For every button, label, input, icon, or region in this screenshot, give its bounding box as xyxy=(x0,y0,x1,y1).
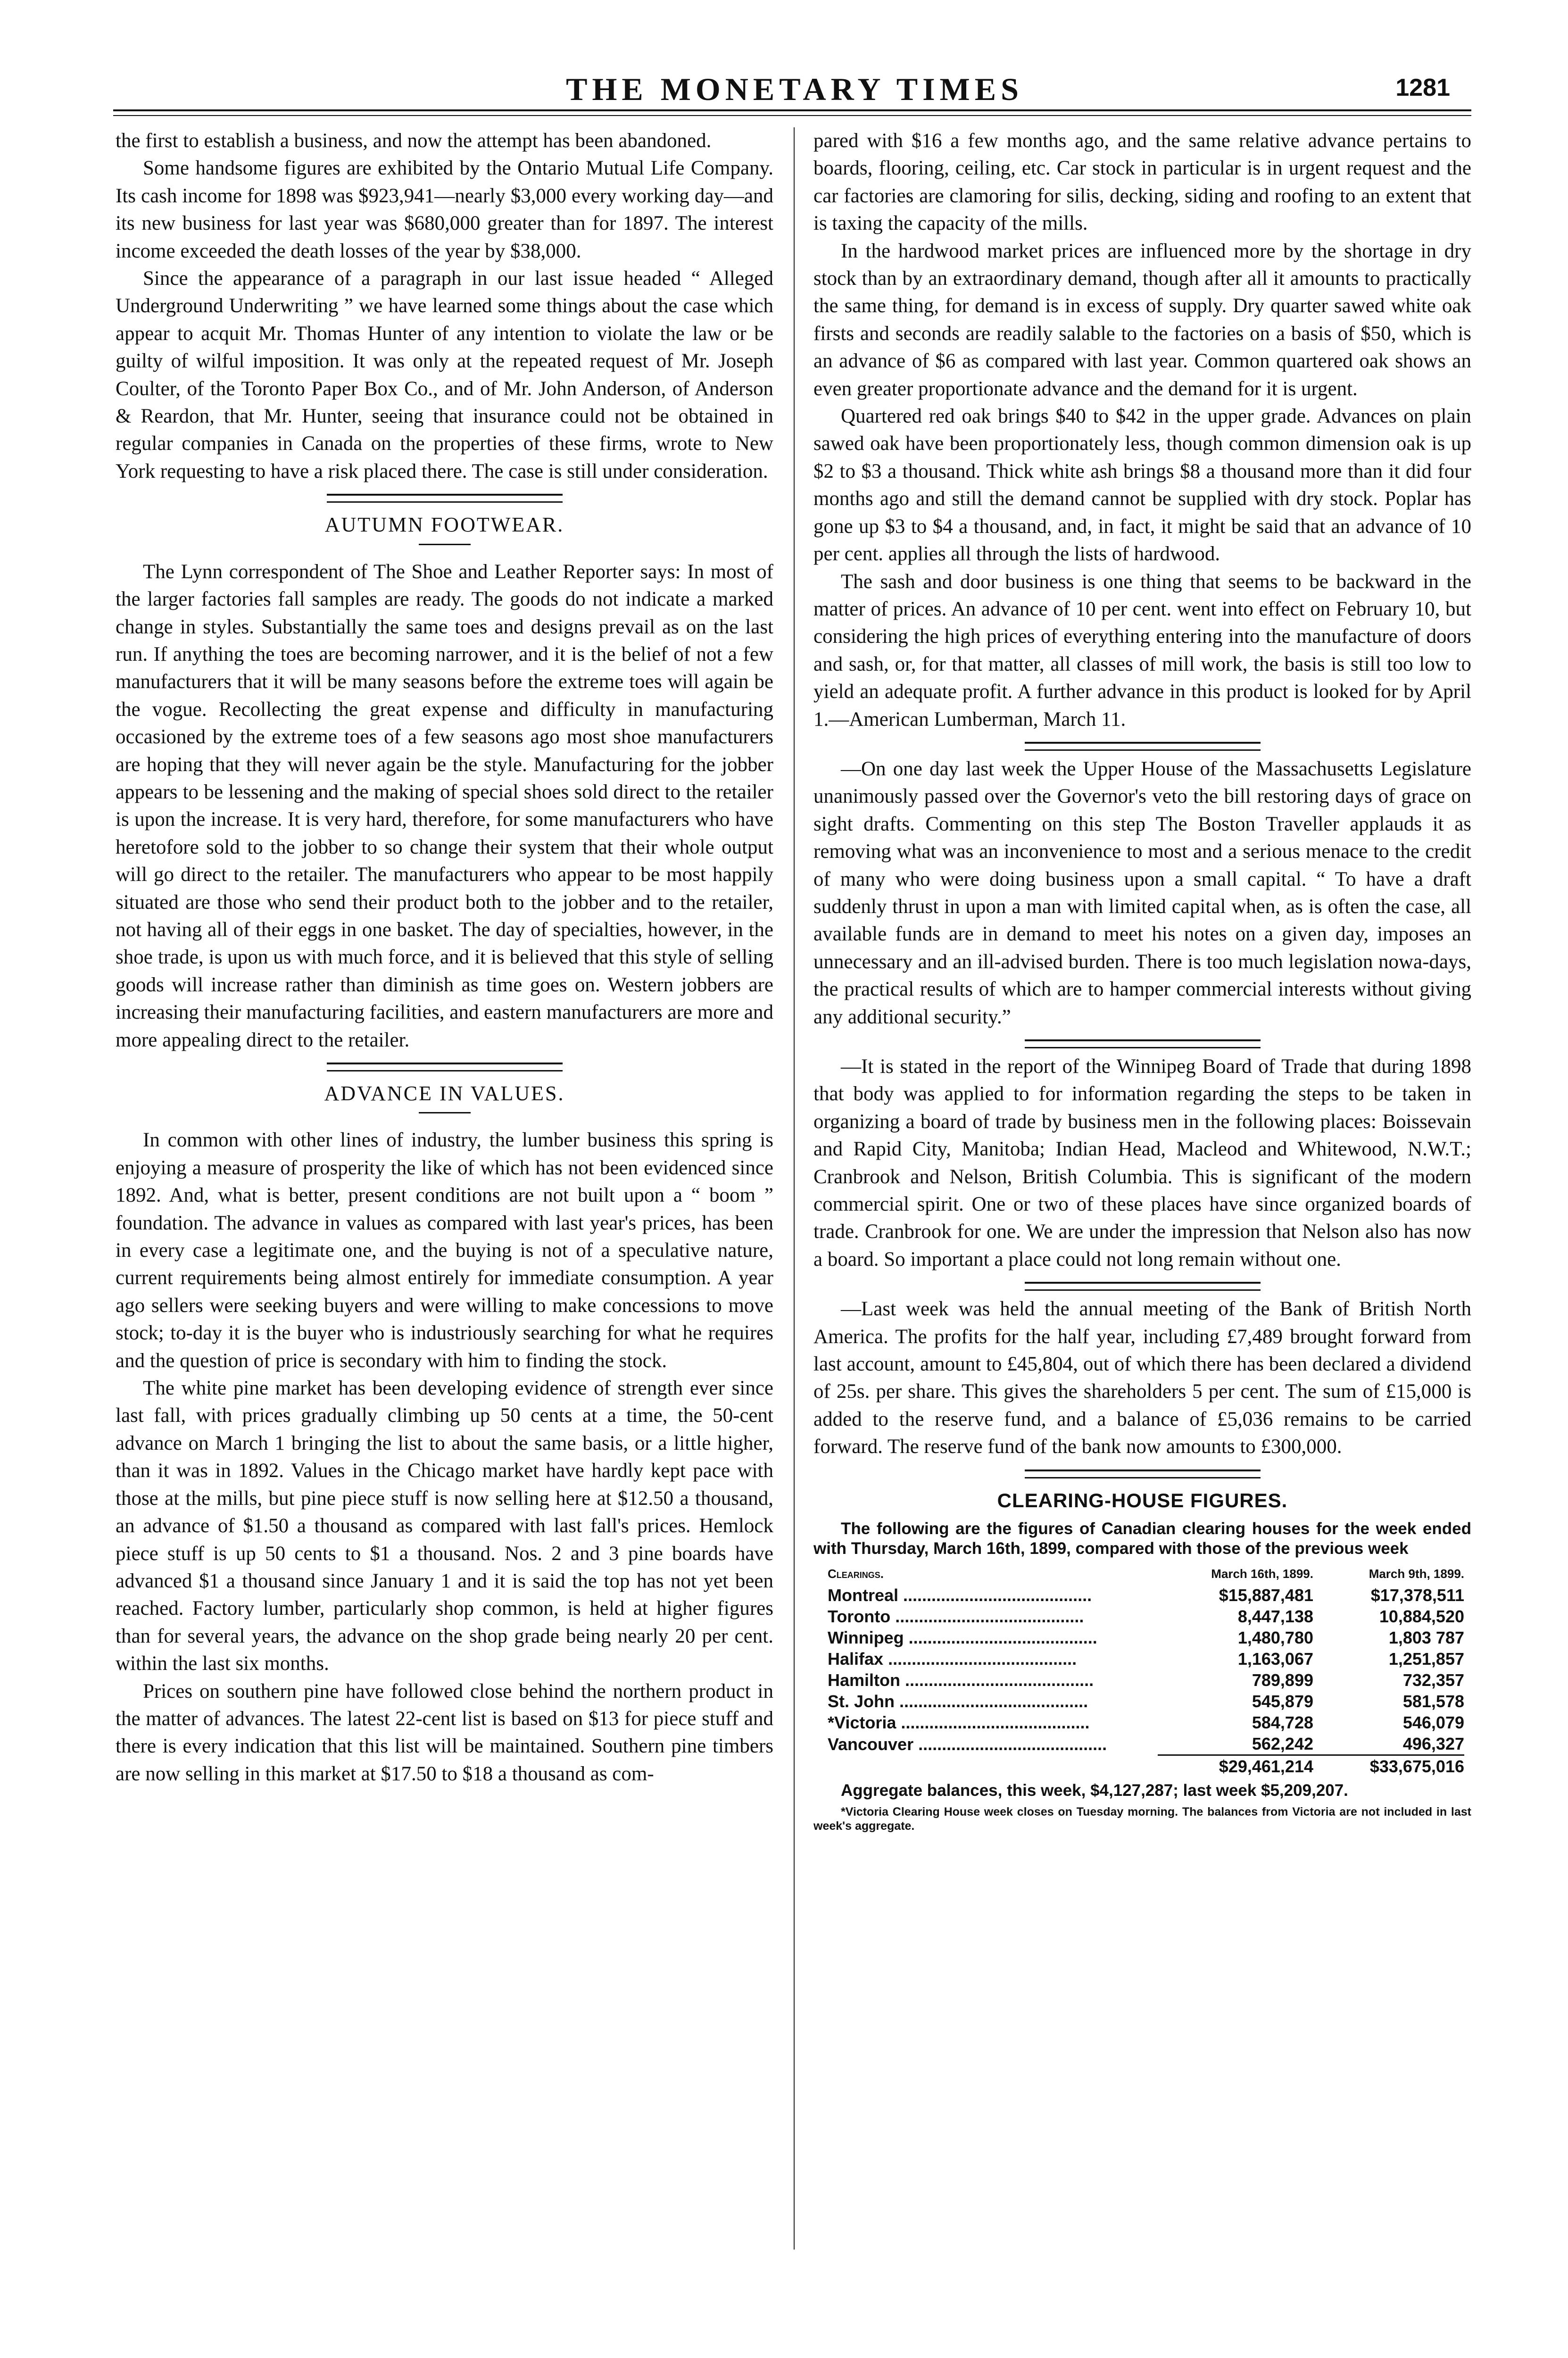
clearing-city xyxy=(828,1606,1158,1627)
leader-dots: ........................................ xyxy=(913,1734,1107,1754)
right-column xyxy=(813,127,1471,1833)
clearing-row xyxy=(828,1606,1464,1627)
clearing-city xyxy=(828,1627,1158,1648)
clearing-this-week: 562,242 xyxy=(1252,1734,1313,1754)
city-name: Halifax xyxy=(828,1649,884,1669)
title-dash xyxy=(419,544,471,545)
clearing-row xyxy=(828,1733,1464,1755)
clearing-this-week: 1,480,780 xyxy=(1237,1628,1313,1648)
clearing-prev-week: 1,803 787 xyxy=(1388,1628,1464,1648)
publication-title: THE MONETARY TIMES xyxy=(566,71,1023,107)
clearing-total-row xyxy=(828,1755,1464,1777)
paragraph: In the hardwood market prices are influenced more by the shortage in dry stock than by an extraordinary demand, though after all it amounts to practically the same thing, for demand is in excess of supply. Dry quarter sawed white oak firsts and seconds are readily salable to the factories on a basis of $50, which is an advance of $6 as compared with last year. Common quartered oak shows an even greater proportionate advance and the demand for it is urgent. xyxy=(813,240,1471,400)
victoria-footnote: *Victoria Clearing House week closes on Tuesday morning. The balances from Victoria are not included in last week's aggregate. xyxy=(813,1805,1471,1833)
section-title-clearing-house: CLEARING-HOUSE FIGURES. xyxy=(997,1489,1288,1511)
clearing-this-week: 545,879 xyxy=(1252,1692,1313,1711)
clearing-city xyxy=(828,1585,1158,1606)
column-divider xyxy=(794,127,795,2250)
section-title-autumn-footwear: AUTUMN FOOTWEAR. xyxy=(324,513,564,537)
masthead xyxy=(118,71,1471,113)
clearing-city xyxy=(828,1648,1158,1669)
city-name: Toronto xyxy=(828,1607,891,1627)
left-column xyxy=(116,127,773,1788)
title-dash xyxy=(419,1112,471,1113)
section-rule xyxy=(327,1063,563,1071)
section-rule xyxy=(1025,1470,1261,1478)
city-name: Winnipeg xyxy=(828,1628,904,1648)
clearing-this-week: 789,899 xyxy=(1252,1670,1313,1690)
clearing-this-week: 584,728 xyxy=(1252,1713,1313,1733)
clearing-this-week: $15,887,481 xyxy=(1219,1586,1313,1605)
leader-dots: ........................................ xyxy=(890,1607,1084,1627)
city-name: *Victoria xyxy=(828,1713,896,1733)
leader-dots: ........................................ xyxy=(896,1713,1090,1733)
total-prev-week: $33,675,016 xyxy=(1313,1755,1464,1777)
clearing-rows xyxy=(828,1585,1464,1755)
city-name: Hamilton xyxy=(828,1670,901,1690)
clearing-city xyxy=(828,1712,1158,1733)
leader-dots: ........................................ xyxy=(895,1692,1088,1711)
col-header-city: Clearings. xyxy=(828,1567,884,1581)
col-header-prev-week: March 9th, 1899. xyxy=(1369,1567,1464,1581)
section-title-advance-in-values: ADVANCE IN VALUES. xyxy=(324,1082,565,1105)
clearing-city xyxy=(828,1691,1158,1712)
clearing-header-row xyxy=(828,1563,1464,1585)
paragraph: pared with $16 a few months ago, and the same relative advance pertains to boards, flooring, ceiling, etc. Car stock in particular is in urgent request and the car factories are clamoring for silis, decking, siding and roofing to an extent that is taxing the capacity of the mills. xyxy=(813,130,1471,235)
clearing-prev-week: 546,079 xyxy=(1402,1713,1464,1733)
clearing-prev-week: 581,578 xyxy=(1402,1692,1464,1711)
clearing-row xyxy=(828,1712,1464,1733)
clearing-table xyxy=(828,1563,1464,1777)
clearing-row xyxy=(828,1669,1464,1691)
clearing-prev-week: 732,357 xyxy=(1402,1670,1464,1690)
paragraph: Some handsome figures are exhibited by the Ontario Mutual Life Company. Its cash income for 1898 was $923,941—nearly $3,000 every working day—and its new business for last year was $680,000 greater than for 1897. The interest income exceeded the death losses of the year by $38,000. xyxy=(116,157,773,262)
section-rule xyxy=(1025,742,1261,751)
clearing-prev-week: $17,378,511 xyxy=(1370,1586,1464,1605)
clearing-this-week: 8,447,138 xyxy=(1237,1607,1313,1627)
paragraph: Prices on southern pine have followed close behind the northern product in the matter of advances. The latest 22-cent list is based on $13 for piece stuff and there is every indication that this list will be maintained. Southern pine timbers are now selling in this market at $17.50 to $18 a thousand as com- xyxy=(116,1680,773,1785)
paragraph: The white pine market has been developing evidence of strength ever since last fall, with prices gradually climbing up 50 cents at a time, the 50-cent advance on March 1 bringing the list to about the same basis, or a little higher, than it was in 1892. Values in the Chicago market have hardly kept pace with those at the mills, but pine piece stuff is now selling here at $12.50 a thousand, an advance of $1.50 a thousand as compared with last fall's prices. Hemlock piece stuff is up 50 cents to $1 a thousand. Nos. 2 and 3 pine boards have advanced $1 a thousand since January 1 and it is said the top has not yet been reached. Factory lumber, particularly shop common, is held at higher figures than for several years, the advance on the shop grade being nearly 20 per cent. within the last six months. xyxy=(116,1377,773,1675)
clearing-prev-week: 10,884,520 xyxy=(1379,1607,1464,1627)
paragraph: The sash and door business is one thing that seems to be backward in the matter of prices. An advance of 10 per cent. went into effect on February 10, but considering the high prices of everything entering into the manufacture of doors and sash, or, for that matter, all classes of mill work, the basis is still too low to yield an adequate profit. A further advance in this product is looked for by April 1.—American Lumberman, March 11. xyxy=(813,570,1471,731)
clearing-row xyxy=(828,1627,1464,1648)
leader-dots: ........................................ xyxy=(898,1586,1092,1605)
clearing-row xyxy=(828,1691,1464,1712)
leader-dots: ........................................ xyxy=(900,1670,1094,1690)
col-header-this-week: March 16th, 1899. xyxy=(1211,1567,1313,1581)
clearing-city xyxy=(828,1669,1158,1691)
aggregate-balances: Aggregate balances, this week, $4,127,287; last week $5,209,207. xyxy=(841,1781,1348,1800)
clearing-row xyxy=(828,1648,1464,1669)
leader-dots: ........................................ xyxy=(883,1649,1077,1669)
paragraph: Quartered red oak brings $40 to $42 in the upper grade. Advances on plain sawed oak have been proportionately less, though common dimension oak is up $2 to $3 a thousand. Thick white ash brings $8 a thousand more than it did four months ago and still the demand cannot be supplied with dry stock. Poplar has gone up $3 to $4 a thousand, and, in fact, it might be said that an advance of 10 per cent. applies all through the lists of hardwood. xyxy=(813,405,1471,565)
clearing-row xyxy=(828,1585,1464,1606)
leader-dots: ........................................ xyxy=(904,1628,1097,1648)
section-rule xyxy=(1025,1282,1261,1291)
section-rule xyxy=(327,494,563,503)
page-number: 1281 xyxy=(1395,74,1450,101)
total-label-cell xyxy=(828,1755,1158,1777)
clearing-prev-week: 1,251,857 xyxy=(1388,1649,1464,1669)
paragraph: The Lynn correspondent of The Shoe and Leather Reporter says: In most of the larger factories fall samples are ready. The goods do not indicate a marked change in styles. Substantially the same toes and designs prevail as on the last run. If anything the toes are becoming narrower, and it is the belief of not a few manufacturers that it will be many seasons before the extreme toes will again be the vogue. Recollecting the great expense and difficulty in manufacturing occasioned by the extreme toes of a few seasons ago most shoe manufacturers are hoping that they will never again be the style. Manufacturing for the jobber appears to be lessening and the making of special shoes sold direct to the retailer is upon the increase. It is very hard, therefore, for some manufacturers who have heretofore sold to the jobber to so change their system that their whole output will go direct to the retailer. The manufacturers who appear to be most happily situated are those who send their product both to the jobber and to the retailer, not having all of their eggs in one basket. The day of specialties, however, in the shoe trade, is upon us with much force, and it is believed that this style of selling goods will increase rather than diminish as time goes on. Western jobbers are increasing their manufacturing facilities, and eastern manufacturers are more and more appealing direct to the retailer. xyxy=(116,560,773,1051)
header-rule-thin xyxy=(113,115,1471,116)
city-name: Vancouver xyxy=(828,1734,914,1754)
total-this-week: $29,461,214 xyxy=(1158,1755,1313,1777)
clearing-city xyxy=(828,1733,1158,1755)
city-name: Montreal xyxy=(828,1586,899,1605)
paragraph-days-of-grace: —On one day last week the Upper House of the Massachusetts Legislature unanimously passed over the Governor's veto the bill restoring days of grace on sight drafts. Commenting on this step The Boston Traveller applauds it as removing what was an inconvenience to most and a serious menace to the credit of many who were doing business upon a small capital. “ To have a draft suddenly thrust in upon a man with limited capital when, as is often the case, all available funds are in demand to meet his notes on a given day, imposes an unnecessary and an ill-advised burden. There is too much legislation nowa-days, the practical results of which are to hamper commercial interests without giving any additional security.” xyxy=(813,757,1471,1028)
paragraph-bank-bna: —Last week was held the annual meeting of the Bank of British North America. The profits for the half year, including £7,489 brought forward from last account, amount to £45,804, out of which there has been declared a dividend of 25s. per share. This gives the shareholders 5 per cent. The sum of £15,000 is added to the reserve fund, and a balance of £5,036 remains to be carried forward. The reserve fund of the bank now amounts to £300,000. xyxy=(813,1298,1471,1458)
clearing-prev-week: 496,327 xyxy=(1402,1734,1464,1754)
city-name: St. John xyxy=(828,1692,895,1711)
paragraph: the first to establish a business, and now the attempt has been abandoned. xyxy=(116,130,712,152)
clearing-intro: The following are the figures of Canadian clearing houses for the week ended with Thursday, March 16th, 1899, compared with those of the previous week xyxy=(813,1519,1471,1558)
section-rule xyxy=(1025,1039,1261,1048)
paragraph: Since the appearance of a paragraph in our last issue headed “ Alleged Underground Underwriting ” we have learned some things about the case which appear to acquit Mr. Thomas Hunter of any intention to violate the law or be guilty of wilful imposition. It was only at the repeated request of Mr. Joseph Coulter, of the Toronto Paper Box Co., and of Mr. John Anderson, of Anderson & Reardon, that Mr. Hunter, seeing that insurance could not be obtained in regular companies in Canada on the properties of these firms, wrote to New York requesting to have a risk placed there. The case is still under consideration. xyxy=(116,267,773,482)
paragraph: In common with other lines of industry, the lumber business this spring is enjoying a measure of prosperity the like of which has not been evidenced since 1892. And, what is better, present conditions are not built upon a “ boom ” foundation. The advance in values as compared with last year's prices, has been in every case a legitimate one, and the buying is not of a speculative nature, current requirements being almost entirely for immediate consumption. A year ago sellers were seeking buyers and were willing to make concessions to move stock; to-day it is the buyer who is industriously searching for what he requires and the question of price is secondary with him to finding the stock. xyxy=(116,1129,773,1372)
header-rule xyxy=(113,109,1471,111)
paragraph-winnipeg-board: —It is stated in the report of the Winnipeg Board of Trade that during 1898 that body was applied to for information regarding the steps to be taken in organizing a board of trade by business men in the following places: Boissevain and Rapid City, Manitoba; Indian Head, Macleod and Whitewood, N.W.T.; Cranbrook and Nelson, British Columbia. This is significant of the modern commercial spirit. One or two of these places have since organized boards of trade. Cranbrook for one. We are under the impression that Nelson also has now a board. So important a place could not long remain without one. xyxy=(813,1055,1471,1270)
clearing-this-week: 1,163,067 xyxy=(1237,1649,1313,1669)
